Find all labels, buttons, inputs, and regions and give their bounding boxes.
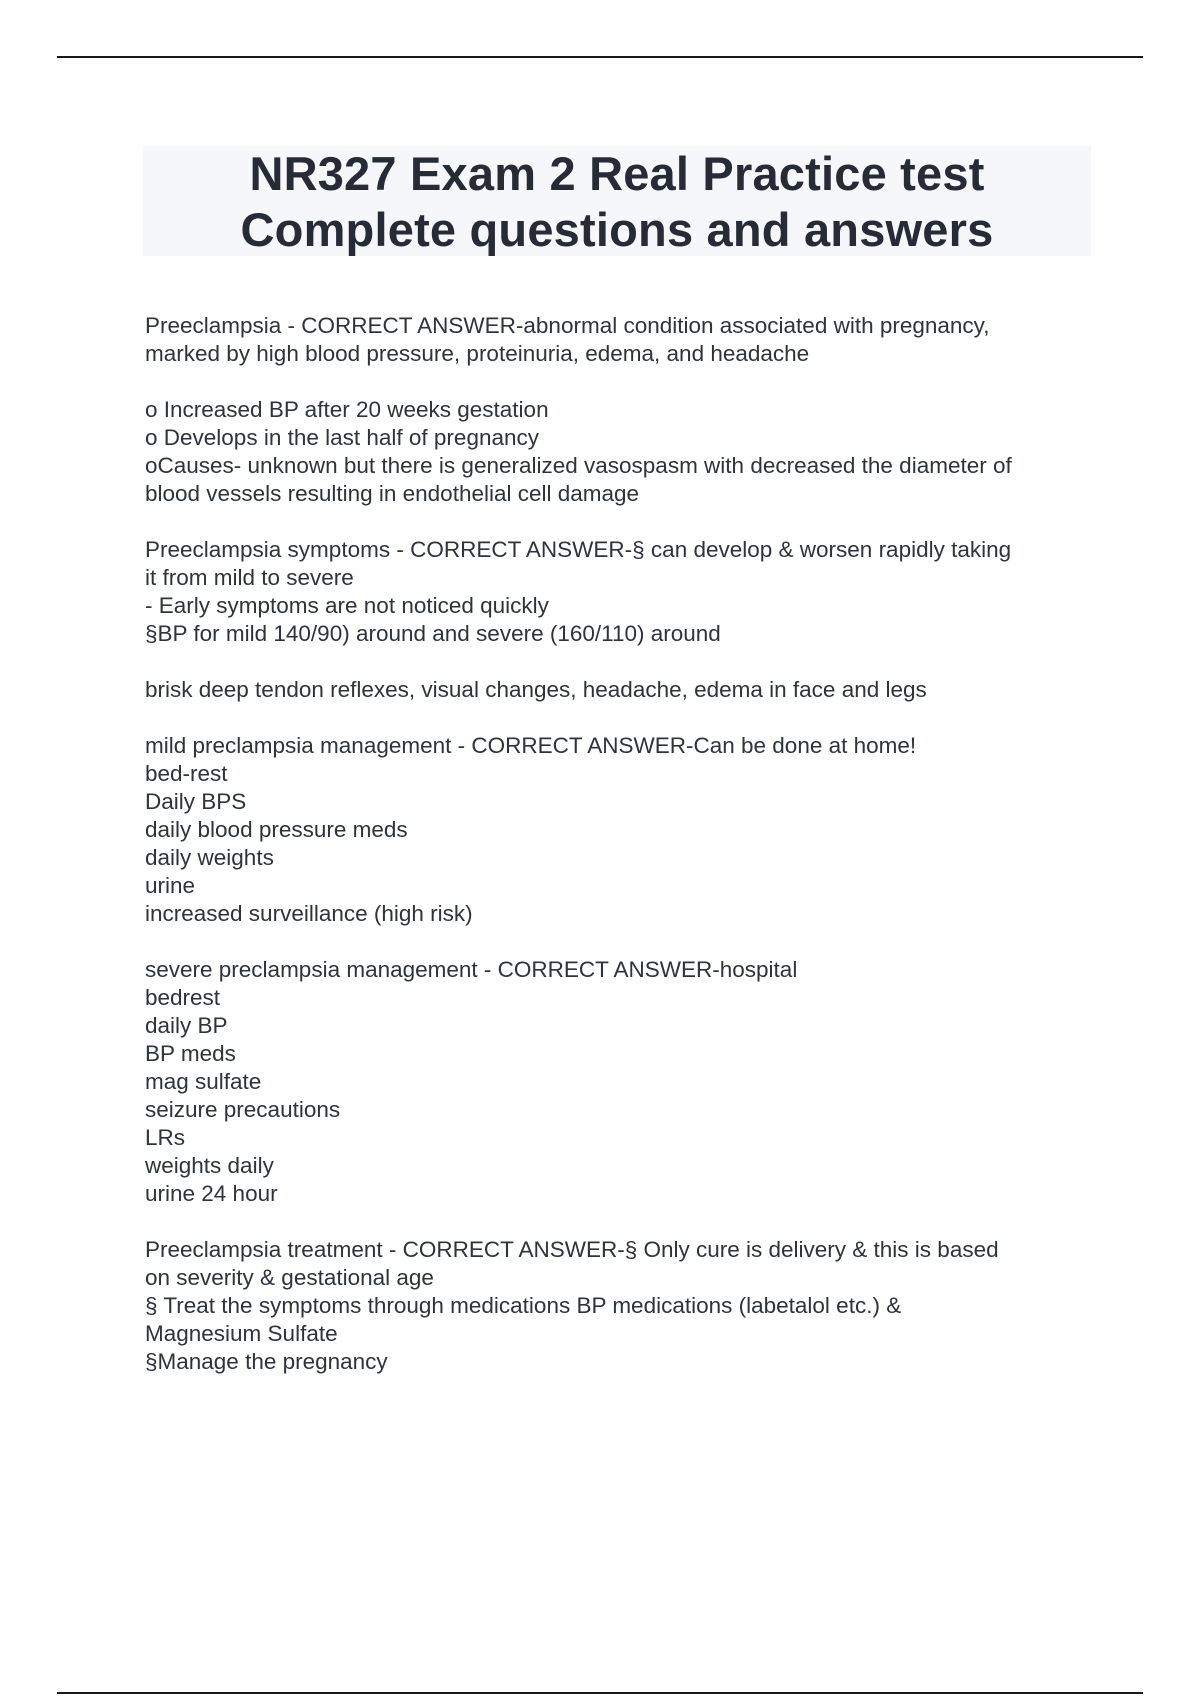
text-line: o Develops in the last half of pregnancy — [145, 425, 539, 450]
title-line-1: NR327 Exam 2 Real Practice test — [249, 147, 985, 200]
qa-block-treatment — [145, 1236, 1085, 1376]
text-line: severe preclampsia management - CORRECT ANSWER-hospital — [145, 957, 798, 982]
text-line: Preeclampsia symptoms - CORRECT ANSWER-§ can develop & worsen rapidly taking — [145, 537, 1012, 562]
text-line: mild preclampsia management - CORRECT ANSWER-Can be done at home! — [145, 733, 917, 758]
text-line: urine 24 hour — [145, 1181, 278, 1206]
text-line: - Early symptoms are not noticed quickly — [145, 593, 549, 618]
text-line: daily BP — [145, 1013, 228, 1038]
text-line: urine — [145, 873, 196, 898]
text-line: Daily BPS — [145, 789, 247, 814]
title-line-2: Complete questions and answers — [240, 203, 994, 256]
qa-block-symptoms-signs — [145, 676, 1085, 704]
text-line: weights daily — [145, 1153, 274, 1178]
text-line: BP meds — [145, 1041, 236, 1066]
text-line: mag sulfate — [145, 1069, 262, 1094]
text-line: oCauses- unknown but there is generalized vasospasm with decreased the diameter of — [145, 453, 1012, 478]
text-line: seizure precautions — [145, 1097, 341, 1122]
text-line: bedrest — [145, 985, 221, 1010]
header-rule — [57, 56, 1143, 58]
text-line: Magnesium Sulfate — [145, 1321, 338, 1346]
text-line: Preeclampsia - CORRECT ANSWER-abnormal condition associated with pregnancy, — [145, 313, 990, 338]
text-line: marked by high blood pressure, proteinuria, edema, and headache — [145, 341, 810, 366]
footer-rule — [57, 1692, 1143, 1694]
document-title — [143, 146, 1091, 256]
text-line: o Increased BP after 20 weeks gestation — [145, 397, 549, 422]
text-line: LRs — [145, 1125, 186, 1150]
text-line: §BP for mild 140/90) around and severe (160/110) around — [145, 621, 721, 646]
text-line: on severity & gestational age — [145, 1265, 434, 1290]
text-line: it from mild to severe — [145, 565, 354, 590]
qa-block-severe-management — [145, 956, 1085, 1208]
document-body — [145, 312, 1085, 1404]
text-line: Preeclampsia treatment - CORRECT ANSWER-§ Only cure is delivery & this is based — [145, 1237, 999, 1262]
qa-block-preeclampsia — [145, 312, 1085, 368]
text-line: blood vessels resulting in endothelial cell damage — [145, 481, 640, 506]
qa-block-symptoms — [145, 536, 1085, 648]
text-line: increased surveillance (high risk) — [145, 901, 473, 926]
text-line: daily blood pressure meds — [145, 817, 408, 842]
qa-block-mild-management — [145, 732, 1085, 928]
text-line: § Treat the symptoms through medications BP medications (labetalol etc.) & — [145, 1293, 902, 1318]
text-line: §Manage the pregnancy — [145, 1349, 388, 1374]
qa-block-preeclampsia-details — [145, 396, 1085, 508]
text-line: daily weights — [145, 845, 274, 870]
text-line: brisk deep tendon reflexes, visual changes, headache, edema in face and legs — [145, 677, 927, 702]
text-line: bed-rest — [145, 761, 228, 786]
